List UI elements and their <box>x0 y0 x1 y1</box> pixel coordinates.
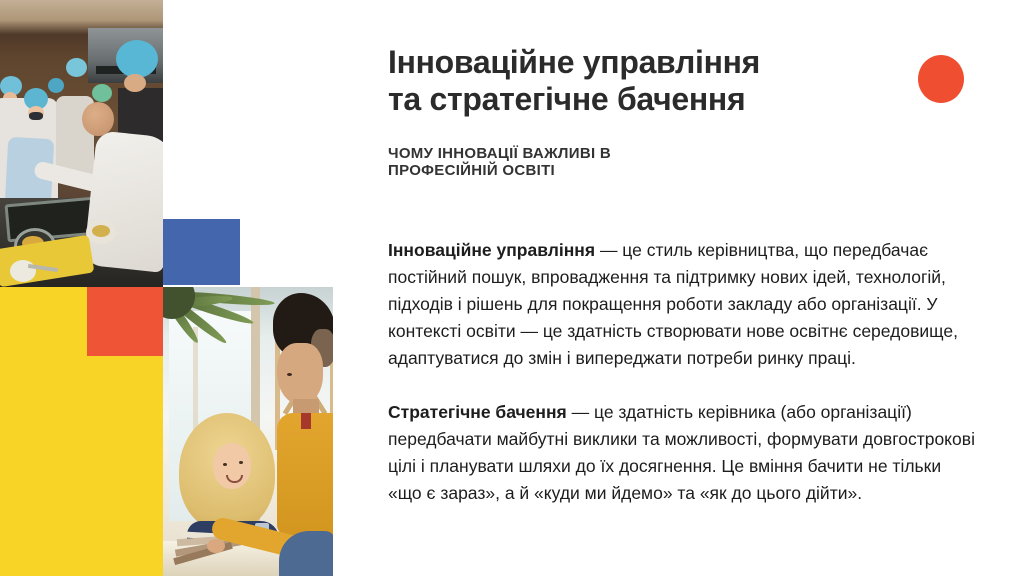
woman-eye <box>239 461 243 464</box>
subtitle-line-2: ПРОФЕСІЙНІЙ ОСВІТІ <box>388 162 556 179</box>
subtitle-line-1: ЧОМУ ІННОВАЦІЇ ВАЖЛИВІ В <box>388 145 612 162</box>
slide-title <box>388 44 978 118</box>
man-mustard-jacket <box>277 413 333 535</box>
plate-food <box>92 225 110 237</box>
red-square-decoration <box>87 287 163 356</box>
paragraph-text: — це здатність керівника (або організації) передбачати майбутні виклики та можливості, формувати довгострокові цілі і планувати шляхи до їх досягнення. Це вміння бачити не тільки «що є зараз», а й «куди ми йдемо» та «як до цього дійти». <box>388 402 975 503</box>
woman-eye <box>223 463 227 466</box>
paragraph-innovation-management <box>388 237 978 372</box>
hairnet-head <box>66 58 87 77</box>
paragraph-strategic-vision <box>388 399 978 507</box>
hairnet-head-large <box>116 40 158 78</box>
title-line-1: Інноваційне управління <box>388 44 761 80</box>
slide-body <box>388 237 978 507</box>
man-face <box>277 343 323 405</box>
title-line-2: та стратегічне бачення <box>388 81 746 117</box>
slide-subtitle <box>388 145 978 179</box>
man-eye <box>287 373 292 376</box>
face-mask <box>29 112 43 120</box>
man-hand <box>207 539 225 553</box>
paragraph-lead: Стратегічне бачення <box>388 402 567 422</box>
culinary-class-photo <box>0 0 163 287</box>
man-collar <box>301 413 311 429</box>
chef-bald-head <box>82 102 114 136</box>
chef-coat <box>83 130 163 273</box>
hairnet-head <box>48 78 64 93</box>
white-bowl <box>10 260 36 282</box>
hairnet-head-green <box>92 84 112 102</box>
slide-content <box>388 44 978 507</box>
paragraph-text: — це стиль керівництва, що передбачає постійний пошук, впровадження та підтримку нових ідей, технологій, підходів і рішень для покращення роботи закладу або організації. У контексті освіти — це здатність створювати нове освітнє середовище, адаптуватися до змін і випереджати потреби ринку праці. <box>388 240 958 368</box>
student-face <box>124 74 146 92</box>
paragraph-lead: Інноваційне управління <box>388 240 596 260</box>
blue-square-decoration <box>163 219 240 285</box>
mentoring-conversation-photo <box>163 287 333 576</box>
